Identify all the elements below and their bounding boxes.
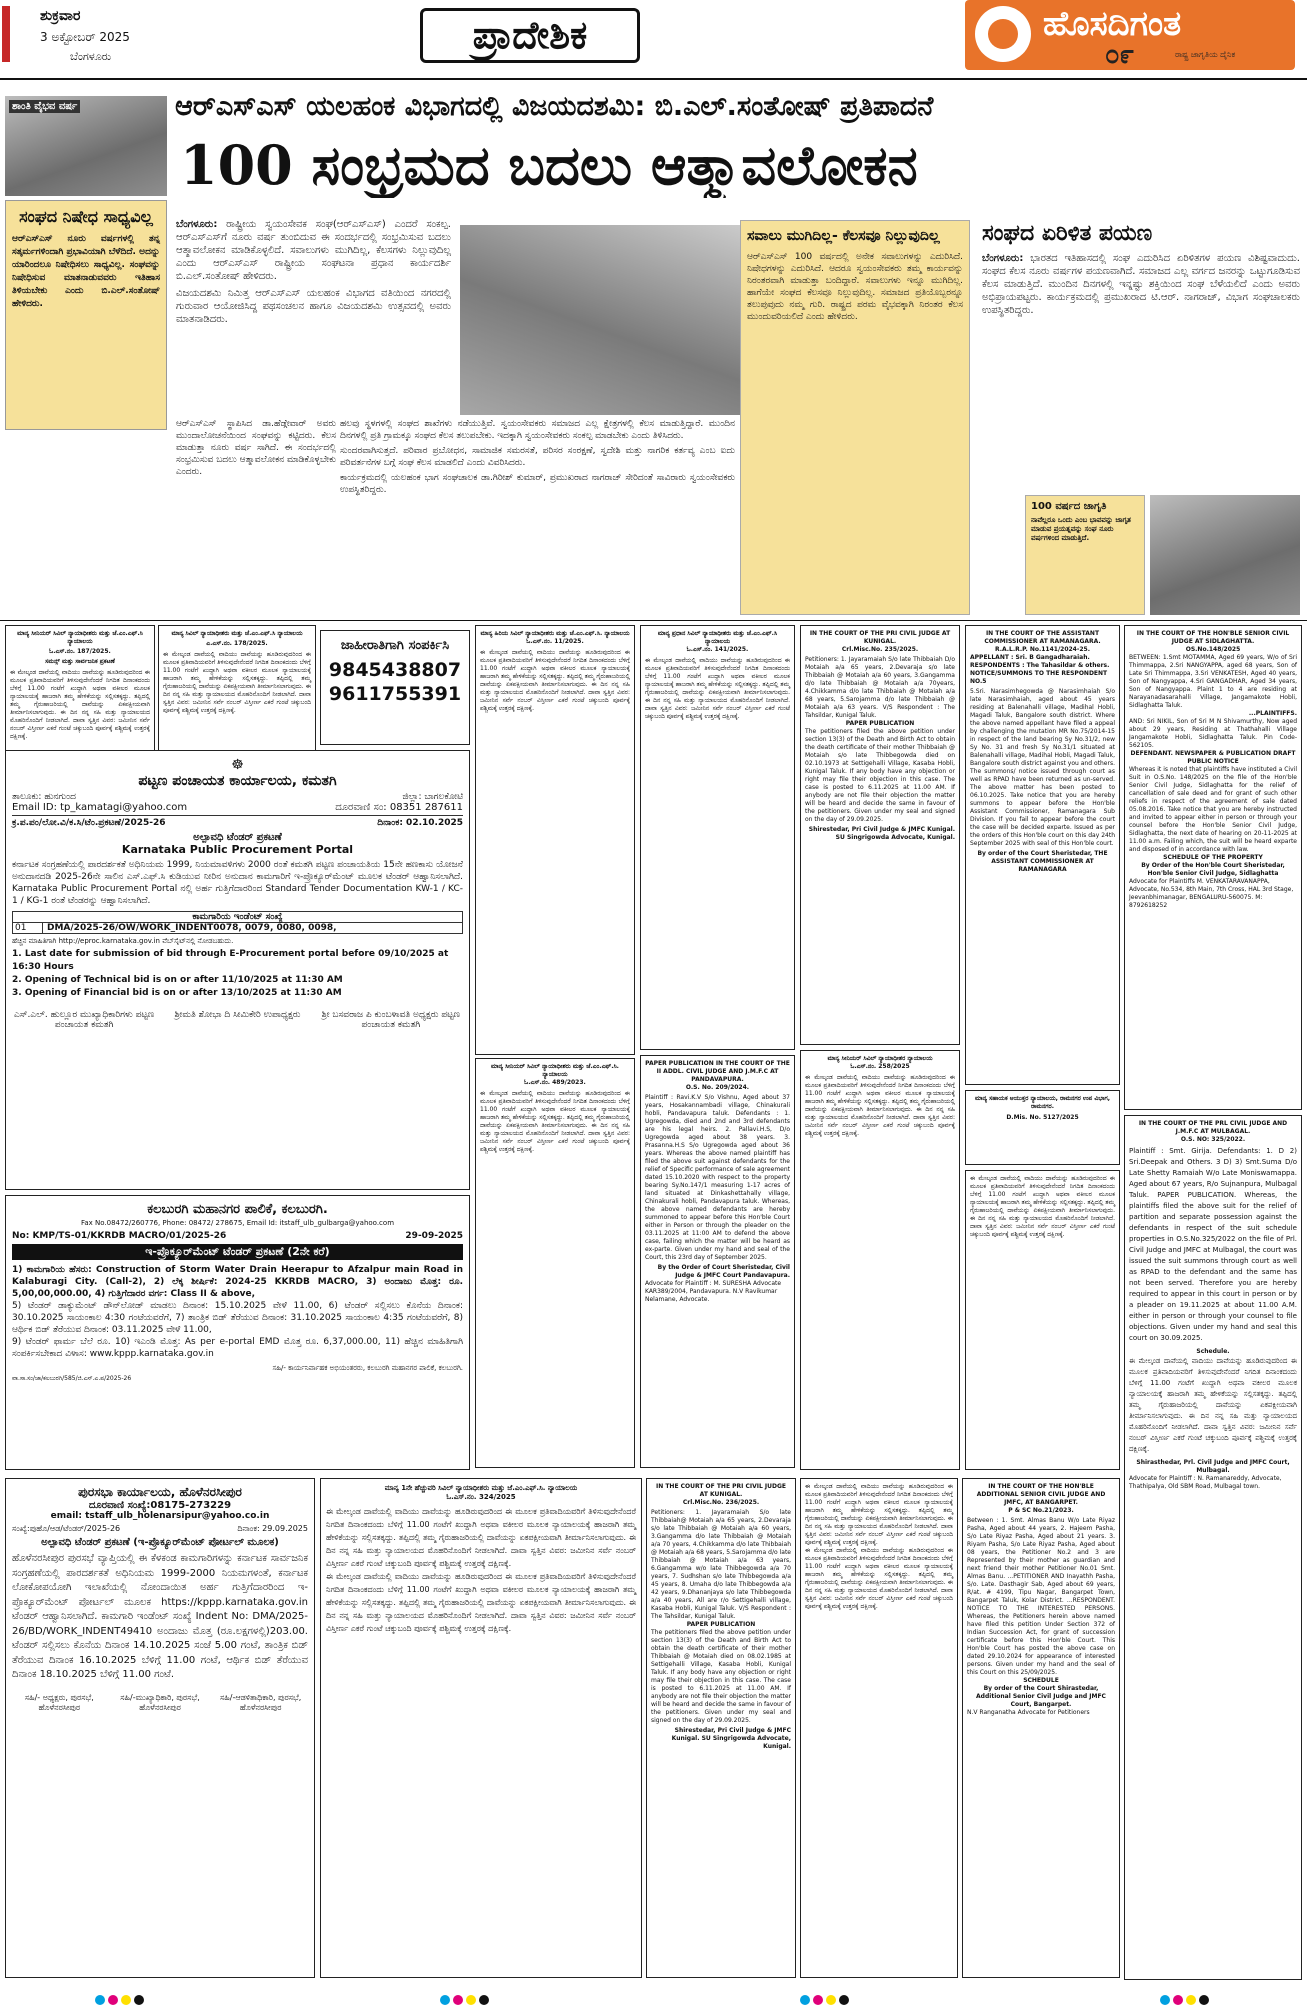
notice-court-h: [965, 1170, 1120, 1470]
box-journey-title: ಸಂಘದ ಏರಿಳಿತ ಪಯಣ: [982, 221, 1153, 246]
kamatagi-ref: ಕ್ರ.ಪ.ಪಂ/ಲೋ.ವಿ/ಕ.ಸಿ/ಟೆಂ.ಪ್ರಕಟಣೆ/2025-26: [12, 818, 166, 828]
ramanagara2-title: ಮಾನ್ಯ ಸಹಾಯಕ ಆಯುಕ್ತರ ನ್ಯಾಯಾಲಯ, ರಾಮನಗರ ಉಪ ವಿಭಾಗ, ರಾಮನಗರ.: [975, 1095, 1110, 1110]
lead-photo-march: [460, 225, 770, 415]
kalaburagi-office: ಕಲಬುರಗಿ ಮಹಾನಗರ ಪಾಲಿಕೆ, ಕಲಬುರಗಿ.: [147, 1202, 328, 1217]
kunigal1-sig: Shirestedar, Pri Civil Judge & JMFC Kunigal. SU Singrigowda Advocate, Kunigal.: [808, 826, 955, 841]
bangarpet-body: Between : 1. Smt. Almas Banu W/o Late Riyaz Pasha, Aged about 44 years, 2. Hajeem Pasha, S/o Late Riyaz Pasha, Aged about 21 years. 3. Riyam Pasha, S/o Late Riyaz Pasha, Aged about 08 years, the Petitioner No.2 and 3 are Represented by their mother as guardian and next friend their mother Petitioner No.01 Smt. Almas Banu. ...PETITIONER AND Inayathh Pasha, S/o. Late. Dasthagir Sab, Aged about 69 years, R/at. # 4199, Tipu Nagar, Bangarpet Town, Bangarpet Taluk, Kolar District. ...RESPONDENT. NOTICE TO THE INTERESTED PERSONS. Whereas, the Petitioners herein above named have filed this petition Under Section 372 of Indian Succession Act, for grant of succession certificate before this Hon'ble Court. This Hon'ble Court has posted the above case on dated 29.10.2024 for appearance of interested persons. Given under my hand and the seal of this Court on this 25/09/2025.: [967, 1517, 1115, 1676]
kamatagi-sig-2: ಶ್ರೀಮತಿ ಶೋಭಾ ದಿ ಸೀಮಿಕೇರಿ ಉಪಾಧ್ಯಕ್ಷರು: [174, 1010, 301, 1020]
sidlaghatta-between: BETWEEN: 1.Smt MOTAMMA, Aged 69 years, W/o of Sri Thimmappa, 2.Sri NANGYAPPA, aged 68 years, Son of Late Sri Thimmappa, 3.Sri VENKATESH, Aged 40 years, Son of Nangyappa, 4.Sri GANGADHAR, Aged 34 years, Son of Nangyappa. Plaint 1 to 4 are residing at Narayanadasarahalli Village, Jangamakote Hobli, Sidlaghatta Taluk.: [1129, 654, 1297, 709]
sidlaghatta-body: Whereas it is noted that plaintiffs have instituted a Civil Suit in O.S.No. 148/2025 on the file of the Hon'ble Senior Civil Judge, Sidlaghatta for the relief of cancellation of sale deed and for grant of such other reliefs in respect of the agreement of sale dated 05.08.2016. Take notice that you are hereby instructed and invited to appear either in person or through your counsel before the Hon'ble Senior Civil Judge, Sidlaghatta, the next date of hearing on 20-11-2025 at 11.00 a.m. Failing which, the suit will be heard exparte and disposed of in accordance with law.: [1129, 766, 1297, 853]
ramanagara-title: IN THE COURT OF THE ASSISTANT COMMISSIONER AT RAMANAGARA.: [984, 630, 1101, 645]
date: 3 ಅಕ್ಟೋಬರ್ 2025: [40, 30, 130, 44]
ramanagara-appellant: APPELLANT : Sri. B Gangadharaiah.: [970, 654, 1090, 661]
notice-f-body-2: ಈ ಮೇಲ್ಕಂಡ ದಾವೆಯಲ್ಲಿ ವಾದಿಯು ದಾವೆಯನ್ನು ಹೂಡಿರುವುದರಿಂದ ಈ ಮೂಲಕ ಪ್ರತಿವಾದಿಯವರಿಗೆ ತಿಳಿಸುವುದೇನೆಂದರೆ ನಿಗದಿತ ದಿನಾಂಕದಂದು ಬೆಳಿಗ್ಗೆ 11.00 ಗಂಟೆಗೆ ಖುದ್ದಾಗಿ ಅಥವಾ ವಕೀಲರ ಮೂಲಕ ನ್ಯಾಯಾಲಯಕ್ಕೆ ಹಾಜರಾಗಿ ತಮ್ಮ ಹೇಳಿಕೆಯನ್ನು ಸಲ್ಲಿಸತಕ್ಕದ್ದು. ತಪ್ಪಿದಲ್ಲಿ ತಮ್ಮ ಗೈರುಹಾಜರಿಯಲ್ಲಿ ದಾವೆಯನ್ನು ಏಕಪಕ್ಷೀಯವಾಗಿ ತೀರ್ಮಾನಿಸಲಾಗುವುದು. ಈ ದಿನ ನನ್ನ ಸಹಿ ಮತ್ತು ನ್ಯಾಯಾಲಯದ ಮೊಹರಿನೊಂದಿಗೆ ನೀಡಲಾಗಿದೆ. ದಾವಾ ಸ್ವತ್ತಿನ ವಿವರ: ಜಮೀನಿನ ಸರ್ವೆ ನಂಬರ್ ವಿಸ್ತೀರ್ಣ ಎಕರೆ ಗುಂಟೆ ಚಕ್ಕುಬಂದಿ ಪೂರ್ವಕ್ಕೆ ಪಶ್ಚಿಮಕ್ಕೆ ಉತ್ತರಕ್ಕೆ ದಕ್ಷಿಣಕ್ಕೆ.: [326, 1572, 636, 1633]
kalaburagi-contact: Fax No.08472/260776, Phone: 08472/ 278675, Email Id: itstaff_ulb_gulbarga@yahoo.com: [80, 1219, 395, 1227]
kamatagi-portal: Karnataka Public Procurement Portal: [121, 843, 354, 856]
sidlaghatta-title: IN THE COURT OF THE HON'BLE SENIOR CIVIL JUDGE AT SIDLAGHATTA.: [1136, 630, 1290, 645]
notice-a-summons: ಸಮನ್ಸ್ ಮತ್ತು ಸಾರ್ವಜನಿಕ ಪ್ರಕಟಣೆ: [45, 658, 115, 665]
sidlaghatta-schedule: SCHEDULE OF THE PROPERTY: [1163, 854, 1263, 861]
notice-ramanagara: [965, 625, 1120, 1085]
dot-magenta: [108, 1995, 118, 2005]
sidebar-ban: [5, 200, 167, 430]
notice-f-court: ಮಾನ್ಯ 1ನೇ ಹೆಚ್ಚುವರಿ ಸಿವಿಲ್ ನ್ಯಾಯಾಧೀಶರು ಮತ್ತು ಜೆ.ಎಂ.ಎಫ್.ಸಿ. ನ್ಯಾಯಾಲಯ: [384, 1484, 578, 1492]
notice-i-body-2: ಈ ಮೇಲ್ಕಂಡ ದಾವೆಯಲ್ಲಿ ವಾದಿಯು ದಾವೆಯನ್ನು ಹೂಡಿರುವುದರಿಂದ ಈ ಮೂಲಕ ಪ್ರತಿವಾದಿಯವರಿಗೆ ತಿಳಿಸುವುದೇನೆಂದರೆ ನಿಗದಿತ ದಿನಾಂಕದಂದು ಬೆಳಿಗ್ಗೆ 11.00 ಗಂಟೆಗೆ ಖುದ್ದಾಗಿ ಅಥವಾ ವಕೀಲರ ಮೂಲಕ ನ್ಯಾಯಾಲಯಕ್ಕೆ ಹಾಜರಾಗಿ ತಮ್ಮ ಹೇಳಿಕೆಯನ್ನು ಸಲ್ಲಿಸತಕ್ಕದ್ದು. ತಪ್ಪಿದಲ್ಲಿ ತಮ್ಮ ಗೈರುಹಾಜರಿಯಲ್ಲಿ ದಾವೆಯನ್ನು ಏಕಪಕ್ಷೀಯವಾಗಿ ತೀರ್ಮಾನಿಸಲಾಗುವುದು. ಈ ದಿನ ನನ್ನ ಸಹಿ ಮತ್ತು ನ್ಯಾಯಾಲಯದ ಮೊಹರಿನೊಂದಿಗೆ ನೀಡಲಾಗಿದೆ. ದಾವಾ ಸ್ವತ್ತಿನ ವಿವರ: ಜಮೀನಿನ ಸರ್ವೆ ನಂಬರ್ ವಿಸ್ತೀರ್ಣ ಎಕರೆ ಗುಂಟೆ ಚಕ್ಕುಬಂದಿ ಪೂರ್ವಕ್ಕೆ ಪಶ್ಚಿಮಕ್ಕೆ ಉತ್ತರಕ್ಕೆ ದಕ್ಷಿಣಕ್ಕೆ.: [805, 1547, 953, 1610]
notice-court-i: [800, 1478, 958, 1978]
ad-phone-1: 9845438807: [328, 659, 462, 681]
notice-i-body-1: ಈ ಮೇಲ್ಕಂಡ ದಾವೆಯಲ್ಲಿ ವಾದಿಯು ದಾವೆಯನ್ನು ಹೂಡಿರುವುದರಿಂದ ಈ ಮೂಲಕ ಪ್ರತಿವಾದಿಯವರಿಗೆ ತಿಳಿಸುವುದೇನೆಂದರೆ ನಿಗದಿತ ದಿನಾಂಕದಂದು ಬೆಳಿಗ್ಗೆ 11.00 ಗಂಟೆಗೆ ಖುದ್ದಾಗಿ ಅಥವಾ ವಕೀಲರ ಮೂಲಕ ನ್ಯಾಯಾಲಯಕ್ಕೆ ಹಾಜರಾಗಿ ತಮ್ಮ ಹೇಳಿಕೆಯನ್ನು ಸಲ್ಲಿಸತಕ್ಕದ್ದು. ತಪ್ಪಿದಲ್ಲಿ ತಮ್ಮ ಗೈರುಹಾಜರಿಯಲ್ಲಿ ದಾವೆಯನ್ನು ಏಕಪಕ್ಷೀಯವಾಗಿ ತೀರ್ಮಾನಿಸಲಾಗುವುದು. ಈ ದಿನ ನನ್ನ ಸಹಿ ಮತ್ತು ನ್ಯಾಯಾಲಯದ ಮೊಹರಿನೊಂದಿಗೆ ನೀಡಲಾಗಿದೆ. ದಾವಾ ಸ್ವತ್ತಿನ ವಿವರ: ಜಮೀನಿನ ಸರ್ವೆ ನಂಬರ್ ವಿಸ್ತೀರ್ಣ ಎಕರೆ ಗುಂಟೆ ಚಕ್ಕುಬಂದಿ ಪೂರ್ವಕ್ಕೆ ಪಶ್ಚಿಮಕ್ಕೆ ಉತ್ತರಕ್ಕೆ ದಕ್ಷಿಣಕ್ಕೆ.: [805, 1483, 953, 1546]
sidlaghatta-case: OS.No.148/2025: [1185, 646, 1241, 653]
pandavapura-adv: Advocate for Plaintiff : M. SURESHA Advocate KAR389/2004, Pandavapura. N.V Ravikumar Nelamane, Advocate.: [645, 1280, 782, 1303]
kamatagi-indent: DMA/2025-26/OW/WORK_INDENT0078, 0079, 0080, 0098,: [47, 923, 337, 933]
notice-pandavapura: [640, 1055, 795, 1468]
ad-contact: [320, 630, 470, 745]
kamatagi-email: Email ID: tp_kamatagi@yahoo.com: [12, 802, 188, 813]
bangarpet-adv: N.V Ranganatha Advocate for Petitioners: [967, 1709, 1090, 1716]
box-awareness-text: ನಾವೆಲ್ಲರೂ ಒಂದು ಎಂಬ ಭಾವವನ್ನು ಜಾಗೃತ ಮಾಡುವ ಪ್ರಯತ್ನವನ್ನು ಸಂಘ ನೂರು ವರ್ಷಗಳಿಂದ ಮಾಡುತ್ತಿದೆ.: [1031, 516, 1131, 542]
holenarsipur-sig-3: ಸಹಿ/-ಆಡಳಿತಾಧಿಕಾರಿ, ಪುರಸಭೆ, ಹೊಳೆನರಸೀಪುರ: [220, 1692, 302, 1712]
box-journey-dateline: ಬೆಂಗಳೂರು:: [982, 253, 1024, 264]
notice-court-e: [475, 1058, 635, 1468]
mulbagal-title: IN THE COURT OF THE PRL CIVIL JUDGE AND J.M.F.C AT MULBAGAL.: [1138, 1120, 1288, 1135]
kamatagi-row-no: 01: [13, 923, 43, 933]
kamatagi-sig-3: ಶ್ರೀ ಬಸವರಾಜ ಪಿ ಕುಂಬಳಾವತಿ ಅಧ್ಯಕ್ಷರು ಪಟ್ಟಣ ಪಂಚಾಯತ ಕಮತಗಿ: [321, 1010, 461, 1030]
mulbagal-case: O.S. NO: 325/2022.: [1180, 1136, 1246, 1143]
notice-ramanagara-2: [965, 1090, 1120, 1165]
lead-inset-photo: [5, 96, 167, 196]
kamatagi-d3: 3. Opening of Financial bid is on or after 13/10/2025 at 11:30 AM: [12, 988, 342, 998]
lead-body-6: ಕಾರ್ಯಕ್ರಮದಲ್ಲಿ ಯಲಹಂಕ ಭಾಗ ಸಂಘಚಾಲಕ ಡಾ.ಗಿರೀಶ್ ಕುಮಾರ್, ಪ್ರಮುಖರಾದ ನಾಗರಾಜ್ ಸೇರಿದಂತೆ ಸಾವಿರಾರು ಸ್ವಯಂಸೇವಕರು ಉಪಸ್ಥಿತರಿದ್ದರು.: [340, 473, 735, 495]
holenarsipur-date: ದಿನಾಂಕ: 29.09.2025: [237, 1524, 308, 1533]
notice-g-court: ಮಾನ್ಯ ಸೀನಿಯರ್ ಸಿವಿಲ್ ನ್ಯಾಯಾಧೀಶರ ನ್ಯಾಯಾಲಯ: [827, 1055, 933, 1062]
holenarsipur-phone: ದೂರವಾಣಿ ಸಂಖ್ಯೆ:08175-273229: [88, 1500, 232, 1511]
registration-dots-2: [440, 1990, 492, 2009]
notice-d-court: ಮಾನ್ಯ ಪ್ರಧಾನ ಸಿವಿಲ್ ನ್ಯಾಯಾಧೀಶರು ಮತ್ತು ಜೆ.ಎಂ.ಎಫ್.ಸಿ ನ್ಯಾಯಾಲಯ: [657, 630, 778, 645]
kalaburagi-dates: 5) ಟೆಂಡರ್ ಡಾಕ್ಯುಮೆಂಟ್ ಡೌನ್‌ಲೋಡ್ ಮಾಡಲು ದಿನಾಂಕ: 15.10.2025 ವೇಳೆ 11.00, 6) ಟೆಂಡರ್ ಸಲ್ಲಿಸಲು ಕೊನೆಯ ದಿನಾಂಕ: 30.10.2025 ಸಾಯಂಕಾಲ 4:30 ಗಂಟೆಯವರೆಗೆ, 7) ತಾಂತ್ರಿಕ ಬಿಡ್ ತೆರೆಯುವ ದಿನಾಂಕ: 31.10.2025 ಸಾಯಂಕಾಲ 4:35 ಗಂಟೆಯವರೆಗೆ, 8) ಆರ್ಥಿಕ ಬಿಡ್ ತೆರೆಯುವ ದಿನಾಂಕ: 03.11.2025 ವೇಳೆ 11.00,: [12, 1301, 463, 1335]
kunigal2-title: IN THE COURT OF THE PRI CIVIL JUDGE AT KUNIGAL.: [655, 1483, 786, 1498]
kamatagi-heading: ಅಲ್ಪಾವಧಿ ಟೆಂಡರ್ ಪ್ರಕಟಣೆ: [193, 832, 282, 843]
kunigal2-case: Crl.Misc.No. 236/2025.: [682, 1499, 760, 1506]
sidebar-ban-title: ಸಂಘದ ನಿಷೇಧ ಸಾಧ್ಯವಿಲ್ಲ: [19, 207, 153, 226]
holenarsipur-office: ಪುರಸಭಾ ಕಾರ್ಯಾಲಯ, ಹೊಳೆನರಸೀಪುರ: [78, 1485, 242, 1499]
kalaburagi-date: 29-09-2025: [405, 1231, 463, 1241]
box-awareness: [1025, 495, 1145, 615]
notice-court-f: [320, 1478, 642, 1978]
notice-c-body: ಈ ಮೇಲ್ಕಂಡ ದಾವೆಯಲ್ಲಿ ವಾದಿಯು ದಾವೆಯನ್ನು ಹೂಡಿರುವುದರಿಂದ ಈ ಮೂಲಕ ಪ್ರತಿವಾದಿಯವರಿಗೆ ತಿಳಿಸುವುದೇನೆಂದರೆ ನಿಗದಿತ ದಿನಾಂಕದಂದು ಬೆಳಿಗ್ಗೆ 11.00 ಗಂಟೆಗೆ ಖುದ್ದಾಗಿ ಅಥವಾ ವಕೀಲರ ಮೂಲಕ ನ್ಯಾಯಾಲಯಕ್ಕೆ ಹಾಜರಾಗಿ ತಮ್ಮ ಹೇಳಿಕೆಯನ್ನು ಸಲ್ಲಿಸತಕ್ಕದ್ದು. ತಪ್ಪಿದಲ್ಲಿ ತಮ್ಮ ಗೈರುಹಾಜರಿಯಲ್ಲಿ ದಾವೆಯನ್ನು ಏಕಪಕ್ಷೀಯವಾಗಿ ತೀರ್ಮಾನಿಸಲಾಗುವುದು. ಈ ದಿನ ನನ್ನ ಸಹಿ ಮತ್ತು ನ್ಯಾಯಾಲಯದ ಮೊಹರಿನೊಂದಿಗೆ ನೀಡಲಾಗಿದೆ. ದಾವಾ ಸ್ವತ್ತಿನ ವಿವರ: ಜಮೀನಿನ ಸರ್ವೆ ನಂಬರ್ ವಿಸ್ತೀರ್ಣ ಎಕರೆ ಗುಂಟೆ ಚಕ್ಕುಬಂದಿ ಪೂರ್ವಕ್ಕೆ ಪಶ್ಚಿಮಕ್ಕೆ ಉತ್ತರಕ್ಕೆ ದಕ್ಷಿಣಕ್ಕೆ.: [480, 649, 630, 712]
page-number: ೦೯: [1105, 40, 1135, 70]
notice-f-body-1: ಈ ಮೇಲ್ಕಂಡ ದಾವೆಯಲ್ಲಿ ವಾದಿಯು ದಾವೆಯನ್ನು ಹೂಡಿರುವುದರಿಂದ ಈ ಮೂಲಕ ಪ್ರತಿವಾದಿಯವರಿಗೆ ತಿಳಿಸುವುದೇನೆಂದರೆ ನಿಗದಿತ ದಿನಾಂಕದಂದು ಬೆಳಿಗ್ಗೆ 11.00 ಗಂಟೆಗೆ ಖುದ್ದಾಗಿ ಅಥವಾ ವಕೀಲರ ಮೂಲಕ ನ್ಯಾಯಾಲಯಕ್ಕೆ ಹಾಜರಾಗಿ ತಮ್ಮ ಹೇಳಿಕೆಯನ್ನು ಸಲ್ಲಿಸತಕ್ಕದ್ದು. ತಪ್ಪಿದಲ್ಲಿ ತಮ್ಮ ಗೈರುಹಾಜರಿಯಲ್ಲಿ ದಾವೆಯನ್ನು ಏಕಪಕ್ಷೀಯವಾಗಿ ತೀರ್ಮಾನಿಸಲಾಗುವುದು. ಈ ದಿನ ನನ್ನ ಸಹಿ ಮತ್ತು ನ್ಯಾಯಾಲಯದ ಮೊಹರಿನೊಂದಿಗೆ ನೀಡಲಾಗಿದೆ. ದಾವಾ ಸ್ವತ್ತಿನ ವಿವರ: ಜಮೀನಿನ ಸರ್ವೆ ನಂಬರ್ ವಿಸ್ತೀರ್ಣ ಎಕರೆ ಗುಂಟೆ ಚಕ್ಕುಬಂದಿ ಪೂರ್ವಕ್ಕೆ ಪಶ್ಚಿಮಕ್ಕೆ ಉತ್ತರಕ್ಕೆ ದಕ್ಷಿಣಕ್ಕೆ.: [326, 1507, 636, 1568]
lead-col-1: [176, 218, 451, 418]
lead-body-3: ಆರ್‌ಎಸ್‌ಎಸ್ ಸ್ಥಾಪಿಸಿದ ಡಾ.ಹೆಡ್ಗೇವಾರ್ ಅವರು ಮುಂದಾಲೋಚನೆಯಿಂದ ಸಂಘವನ್ನು ಕಟ್ಟಿದರು. ಕೆಲಸ ಮಾಡುತ್ತಾ ನೂರು ವರ್ಷ ಸಾಗಿದೆ. ಈ ಸಂದರ್ಭದಲ್ಲಿ ಸಂಭ್ರಮಿಸುವ ಬದಲು ಆತ್ಮಾವಲೋಕನ ಮಾಡಿಕೊಳ್ಳಬೇಕು ಎಂದರು.: [176, 419, 337, 477]
paper-logo: [965, 0, 1295, 70]
paper-tagline: ರಾಷ್ಟ್ರ ಜಾಗೃತಿಯ ದೈನಿಕ: [1175, 50, 1236, 59]
paper-name: ಹೊಸದಿಗಂತ: [1043, 4, 1182, 44]
speaker-photo: [1150, 495, 1300, 615]
kunigal1-body: Petitioners: 1. Jayaramaiah S/o late Thibbaiah D/o Motaiah a/a 65 years, 2.Devaraja s/o late Thibbaiah @ Motaiah a/a 60 years, 3.Gangamma d/o late Thibbaiah @ Motaiah a/a 70years, 4.Chikkamma d/o late Thibbaiah @ Motaiah a/a 68 years, 5.Sarojamma d/o late Thibbaiah @ Motaiah a/a 63 years. V/S Respondent : The Tahsildar, Kunigal Taluk.: [805, 656, 955, 719]
registration-dots-4: [1160, 1990, 1212, 2009]
pandavapura-title: PAPER PUBLICATION IN THE COURT OF THE II ADDL. CIVIL JUDGE AND J.M.F.C AT PANDAVAPURA.: [645, 1060, 790, 1083]
holenarsipur-sig-2: ಸಹಿ/-ಮುಖ್ಯಾಧಿಕಾರಿ, ಪುರಸಭೆ, ಹೊಳೆನರಸೀಪುರ: [120, 1692, 200, 1712]
bangarpet-case: P & SC No.21/2023.: [1008, 1507, 1074, 1514]
lead-dateline: ಬೆಂಗಳೂರು:: [176, 219, 218, 230]
bangarpet-schedule: SCHEDULE: [1023, 1677, 1059, 1684]
kalaburagi-ref: No: KMP/TS-01/KKRDB MACRO/01/2025-26: [12, 1231, 227, 1241]
notice-e-body: ಈ ಮೇಲ್ಕಂಡ ದಾವೆಯಲ್ಲಿ ವಾದಿಯು ದಾವೆಯನ್ನು ಹೂಡಿರುವುದರಿಂದ ಈ ಮೂಲಕ ಪ್ರತಿವಾದಿಯವರಿಗೆ ತಿಳಿಸುವುದೇನೆಂದರೆ ನಿಗದಿತ ದಿನಾಂಕದಂದು ಬೆಳಿಗ್ಗೆ 11.00 ಗಂಟೆಗೆ ಖುದ್ದಾಗಿ ಅಥವಾ ವಕೀಲರ ಮೂಲಕ ನ್ಯಾಯಾಲಯಕ್ಕೆ ಹಾಜರಾಗಿ ತಮ್ಮ ಹೇಳಿಕೆಯನ್ನು ಸಲ್ಲಿಸತಕ್ಕದ್ದು. ತಪ್ಪಿದಲ್ಲಿ ತಮ್ಮ ಗೈರುಹಾಜರಿಯಲ್ಲಿ ದಾವೆಯನ್ನು ಏಕಪಕ್ಷೀಯವಾಗಿ ತೀರ್ಮಾನಿಸಲಾಗುವುದು. ಈ ದಿನ ನನ್ನ ಸಹಿ ಮತ್ತು ನ್ಯಾಯಾಲಯದ ಮೊಹರಿನೊಂದಿಗೆ ನೀಡಲಾಗಿದೆ. ದಾವಾ ಸ್ವತ್ತಿನ ವಿವರ: ಜಮೀನಿನ ಸರ್ವೆ ನಂಬರ್ ವಿಸ್ತೀರ್ಣ ಎಕರೆ ಗುಂಟೆ ಚಕ್ಕುಬಂದಿ ಪೂರ್ವಕ್ಕೆ ಪಶ್ಚಿಮಕ್ಕೆ ಉತ್ತರಕ್ಕೆ ದಕ್ಷಿಣಕ್ಕೆ.: [480, 1090, 630, 1153]
notice-bangarpet: [962, 1478, 1120, 1978]
kunigal2-sig: Shirestedar, Pri Civil Judge & JMFC Kunigal. SU Singrigowda Advocate, Kunigal.: [671, 1727, 791, 1750]
holenarsipur-heading: ಅಲ್ಪಾವಧಿ ಟೆಂಡರ್ ಪ್ರಕಟಣೆ (ಇ-ಪ್ರೊಕ್ಯೂರ್‌ಮೆಂಟ್ ಪೋರ್ಟಲ್ ಮೂಲಕ): [41, 1537, 279, 1548]
lead-body-1: ರಾಷ್ಟ್ರೀಯ ಸ್ವಯಂಸೇವಕ ಸಂಘ(ಆರ್‌ಎಸ್‌ಎಸ್) ಎಂದರೆ ಸಂಕಲ್ಪ. ಆರ್‌ಎಸ್‌ಎಸ್‌ಗೆ ನೂರು ವರ್ಷ ತುಂಬಿದುವ ಈ ಸಂದರ್ಭದಲ್ಲಿ ಸಂಭ್ರಮಿಸುವ ಬದಲು ಆತ್ಮಾವಲೋಕನ ಮಾಡಿಕೊಳ್ಳಲಿದೆ. ಸವಾಲುಗಳು ಮುಗಿದಿಲ್ಲ, ಕೆಲಸಗಳು ನಿಲ್ಲುವುದಿಲ್ಲ ಎಂದು ಆರ್‌ಎಸ್‌ಎಸ್ ರಾಷ್ಟ್ರೀಯ ಸಂಘಟನಾ ಪ್ರಧಾನ ಕಾರ್ಯದರ್ಶಿ ಬಿ.ಎಲ್.ಸಂತೋಷ್ ಹೇಳಿದರು.: [176, 219, 451, 282]
kamatagi-district: ಜಿಲ್ಲಾ: ಬಾಗಲಕೋಟಿ: [402, 792, 463, 802]
tender-kamatagi: [5, 750, 470, 1190]
city: ಬೆಂಗಳೂರು: [70, 50, 112, 63]
notice-f-case: ಓ.ಎಸ್.ನಂ. 324/2025: [446, 1493, 516, 1501]
lead-col-3: [176, 418, 336, 613]
notice-sidlaghatta: [1124, 625, 1302, 1110]
ramanagara-sig: By order of the Court Sheristedar, THE ASSISTANT COMMISSIONER AT RAMANAGARA: [977, 850, 1108, 873]
notice-d-body: ಈ ಮೇಲ್ಕಂಡ ದಾವೆಯಲ್ಲಿ ವಾದಿಯು ದಾವೆಯನ್ನು ಹೂಡಿರುವುದರಿಂದ ಈ ಮೂಲಕ ಪ್ರತಿವಾದಿಯವರಿಗೆ ತಿಳಿಸುವುದೇನೆಂದರೆ ನಿಗದಿತ ದಿನಾಂಕದಂದು ಬೆಳಿಗ್ಗೆ 11.00 ಗಂಟೆಗೆ ಖುದ್ದಾಗಿ ಅಥವಾ ವಕೀಲರ ಮೂಲಕ ನ್ಯಾಯಾಲಯಕ್ಕೆ ಹಾಜರಾಗಿ ತಮ್ಮ ಹೇಳಿಕೆಯನ್ನು ಸಲ್ಲಿಸತಕ್ಕದ್ದು. ತಪ್ಪಿದಲ್ಲಿ ತಮ್ಮ ಗೈರುಹಾಜರಿಯಲ್ಲಿ ದಾವೆಯನ್ನು ಏಕಪಕ್ಷೀಯವಾಗಿ ತೀರ್ಮಾನಿಸಲಾಗುವುದು. ಈ ದಿನ ನನ್ನ ಸಹಿ ಮತ್ತು ನ್ಯಾಯಾಲಯದ ಮೊಹರಿನೊಂದಿಗೆ ನೀಡಲಾಗಿದೆ. ದಾವಾ ಸ್ವತ್ತಿನ ವಿವರ: ಜಮೀನಿನ ಸರ್ವೆ ನಂಬರ್ ವಿಸ್ತೀರ್ಣ ಎಕರೆ ಗುಂಟೆ ಚಕ್ಕುಬಂದಿ ಪೂರ್ವಕ್ಕೆ ಪಶ್ಚಿಮಕ್ಕೆ ಉತ್ತರಕ್ಕೆ ದಕ್ಷಿಣಕ್ಕೆ.: [645, 657, 790, 720]
photo-caption: ಶಾಂತಿ ವೈಭವ ವರ್ಷ: [9, 100, 80, 113]
lead-headline: 100 ಸಂಭ್ರಮದ ಬದಲು ಆತ್ಮಾವಲೋಕನ: [180, 133, 918, 197]
notice-kunigal-2: [646, 1478, 796, 1978]
holenarsipur-ref: ಸಂಖ್ಯೆ:ಪುಹೊ/ಆಡ/ಟೆಂಡರ್/2025-26: [12, 1524, 121, 1533]
dot-black: [134, 1995, 144, 2005]
kamatagi-office: ಪಟ್ಟಣ ಪಂಚಾಯತ ಕಾರ್ಯಾಲಯ, ಕಮತಗಿ: [138, 773, 337, 789]
mulbagal-schedule-body: ಈ ಮೇಲ್ಕಂಡ ದಾವೆಯಲ್ಲಿ ವಾದಿಯು ದಾವೆಯನ್ನು ಹೂಡಿರುವುದರಿಂದ ಈ ಮೂಲಕ ಪ್ರತಿವಾದಿಯವರಿಗೆ ತಿಳಿಸುವುದೇನೆಂದರೆ ನಿಗದಿತ ದಿನಾಂಕದಂದು ಬೆಳಿಗ್ಗೆ 11.00 ಗಂಟೆಗೆ ಖುದ್ದಾಗಿ ಅಥವಾ ವಕೀಲರ ಮೂಲಕ ನ್ಯಾಯಾಲಯಕ್ಕೆ ಹಾಜರಾಗಿ ತಮ್ಮ ಹೇಳಿಕೆಯನ್ನು ಸಲ್ಲಿಸತಕ್ಕದ್ದು. ತಪ್ಪಿದಲ್ಲಿ ತಮ್ಮ ಗೈರುಹಾಜರಿಯಲ್ಲಿ ದಾವೆಯನ್ನು ಏಕಪಕ್ಷೀಯವಾಗಿ ತೀರ್ಮಾನಿಸಲಾಗುವುದು. ಈ ದಿನ ನನ್ನ ಸಹಿ ಮತ್ತು ನ್ಯಾಯಾಲಯದ ಮೊಹರಿನೊಂದಿಗೆ ನೀಡಲಾಗಿದೆ. ದಾವಾ ಸ್ವತ್ತಿನ ವಿವರ: ಜಮೀನಿನ ಸರ್ವೆ ನಂಬರ್ ವಿಸ್ತೀರ್ಣ ಎಕರೆ ಗುಂಟೆ ಚಕ್ಕುಬಂದಿ ಪೂರ್ವಕ್ಕೆ ಪಶ್ಚಿಮಕ್ಕೆ ಉತ್ತರಕ್ಕೆ ದಕ್ಷಿಣಕ್ಕೆ.: [1129, 1357, 1297, 1453]
kalaburagi-work: 1) ಕಾಮಗಾರಿಯ ಹೆಸರು: Construction of Storm Water Drain Heerapur to Afzalpur main Road in Kalaburagi City. (Call-2), 2) ಲೆಕ್ಕ ಶೀರ್ಷಿಕೆ: 2024-25 KKRDB MACRO, 3) ಅಂದಾಜು ಮೊತ್ತ: ರೂ. 5,00,00,000.00, 4) ಗುತ್ತಿಗೆದಾರರ ವರ್ಗ: Class II & above,: [12, 1265, 463, 1299]
tender-holenarsipur: [5, 1478, 315, 1978]
kamatagi-date: ದಿನಾಂಕ: 02.10.2025: [377, 818, 463, 828]
box-journey-text: ಭಾರತದ ಇತಿಹಾಸದಲ್ಲಿ ಸಂಘ ಎದುರಿಸಿದ ಏರಿಳಿತಗಳ ಪಯಣ ವಿಶಿಷ್ಟವಾದುದು. ಸಂಘದ ಕೆಲಸ ನೂರು ವರ್ಷಗಳ ಪಯಣವಾಗಿದೆ. ಸಮಾಜದ ಎಲ್ಲ ವರ್ಗದ ಜನರನ್ನು ಒಟ್ಟುಗೂಡಿಸುವ ಕೆಲಸ ಮಾಡುತ್ತಿದೆ. ಮುಂದಿನ ದಿನಗಳಲ್ಲಿ ಇನ್ನಷ್ಟು ಶಕ್ತಿಯಿಂದ ಸಂಘ ಬೆಳೆಯಲಿದೆ ಎಂದು ಅವರು ಅಭಿಪ್ರಾಯಪಟ್ಟರು. ಕಾರ್ಯಕ್ರಮದಲ್ಲಿ ಪ್ರಮುಖರಾದ ಟಿ.ಆರ್. ನಾಗರಾಜ್, ವಿಭಾಗ ಸಂಘಚಾಲಕರು ಉಪಸ್ಥಿತರಿದ್ದರು.: [982, 253, 1300, 316]
ramanagara2-case: D.Mis. No. 5127/2025: [1006, 1114, 1079, 1121]
kamatagi-d1: 1. Last date for submission of bid through E-Procurement portal before 09/10/2025 at 16:30 Hours: [12, 949, 449, 972]
section-title: ಪ್ರಾದೇಶಿಕ: [420, 8, 640, 63]
bangarpet-sig: By order of the Court Shirastedar, Additional Senior Civil Judge and JMFC Court, Bangarpet.: [976, 1685, 1106, 1708]
kunigal1-title: IN THE COURT OF THE PRI CIVIL JUDGE AT KUNIGAL.: [809, 630, 951, 645]
notice-b-court: ಮಾನ್ಯ ಸಿವಿಲ್ ನ್ಯಾಯಾಧೀಶರು ಮತ್ತು ಜೆ.ಎಂ.ಎಫ್.ಸಿ ನ್ಯಾಯಾಲಯ: [171, 630, 303, 637]
mulbagal-schedule: Schedule.: [1196, 1348, 1230, 1355]
box-journey: [982, 220, 1300, 490]
ad-contact-title: ಜಾಹೀರಾತಿಗಾಗಿ ಸಂಪರ್ಕಿಸಿ: [340, 638, 450, 653]
notice-d-case: ಓ.ಎಸ್.ನಂ. 141/2025.: [686, 646, 749, 653]
notice-c-court: ಮಾನ್ಯ ಹಿರಿಯ ಸಿವಿಲ್ ನ್ಯಾಯಾಧೀಶರು ಮತ್ತು ಜೆ.ಎಂ.ಎಫ್.ಸಿ. ನ್ಯಾಯಾಲಯ: [480, 630, 630, 637]
lead-kicker: ಆರ್‌ಎಸ್‌ಎಸ್ ಯಲಹಂಕ ವಿಭಾಗದಲ್ಲಿ ವಿಜಯದಶಮಿ: ಬಿ.ಎಲ್.ಸಂತೋಷ್ ಪ್ರತಿಪಾದನೆ: [175, 91, 934, 122]
notice-b-body: ಈ ಮೇಲ್ಕಂಡ ದಾವೆಯಲ್ಲಿ ವಾದಿಯು ದಾವೆಯನ್ನು ಹೂಡಿರುವುದರಿಂದ ಈ ಮೂಲಕ ಪ್ರತಿವಾದಿಯವರಿಗೆ ತಿಳಿಸುವುದೇನೆಂದರೆ ನಿಗದಿತ ದಿನಾಂಕದಂದು ಬೆಳಿಗ್ಗೆ 11.00 ಗಂಟೆಗೆ ಖುದ್ದಾಗಿ ಅಥವಾ ವಕೀಲರ ಮೂಲಕ ನ್ಯಾಯಾಲಯಕ್ಕೆ ಹಾಜರಾಗಿ ತಮ್ಮ ಹೇಳಿಕೆಯನ್ನು ಸಲ್ಲಿಸತಕ್ಕದ್ದು. ತಪ್ಪಿದಲ್ಲಿ ತಮ್ಮ ಗೈರುಹಾಜರಿಯಲ್ಲಿ ದಾವೆಯನ್ನು ಏಕಪಕ್ಷೀಯವಾಗಿ ತೀರ್ಮಾನಿಸಲಾಗುವುದು. ಈ ದಿನ ನನ್ನ ಸಹಿ ಮತ್ತು ನ್ಯಾಯಾಲಯದ ಮೊಹರಿನೊಂದಿಗೆ ನೀಡಲಾಗಿದೆ. ದಾವಾ ಸ್ವತ್ತಿನ ವಿವರ: ಜಮೀನಿನ ಸರ್ವೆ ನಂಬರ್ ವಿಸ್ತೀರ್ಣ ಎಕರೆ ಗುಂಟೆ ಚಕ್ಕುಬಂದಿ ಪೂರ್ವಕ್ಕೆ ಪಶ್ಚಿಮಕ್ಕೆ ಉತ್ತರಕ್ಕೆ ದಕ್ಷಿಣಕ್ಕೆ.: [163, 651, 311, 714]
ramanagara-case: R.A.L.R.P. No.1141/2024-25.: [995, 646, 1090, 653]
emblem-icon: ☸: [231, 757, 244, 773]
notice-court-d: [640, 625, 795, 1050]
pandavapura-body: Plaintiff : Ravi.K.V S/o Vishnu, Aged about 37 years, Hosakannambadi village, Chinakurali hobli, Pandavapura taluk. Defendants : 1. Ugregowda, died and 2nd and 3rd defendants are his legal heirs. 2. Pallavi.H.S, D/o Ugregowda aged about 38 years. 3. Prasanna.H.S S/o Ugregowda aged about 36 years. Whereas the above named plaintiff has filed the above suit against defendants for the relief of Specific performance of sale agreement dated 15.10.2020 with respect to the property bearing Sy.No.147/1 measuring 1-17 acres of land situated at Dinkashettahally village, Chinakurali hobli, Pandavapura taluk. Whereas, the above named defendants are hereby summoned to appear before this Hon'ble Court either in Person or through the pleader on the 03.11.2025 at 11:00 AM to defend the above case, failing which the matter will be heard as ex-parte. Given under my hand and seal of the Court, this 23rd day of September 2025.: [645, 1094, 791, 1261]
kalaburagi-footer: ವಾ.ಸಾ.ಸಂ/ಜಾ/ಕಲಬುರಗಿ/585/ಜಿ.ಎಸ್.ಎ.ಪ/2025-26: [12, 1375, 132, 1382]
lead-col-4: [340, 418, 735, 613]
lead-body-2: ವಿಜಯದಶಮಿ ನಿಮಿತ್ತ ಆರ್‌ಎಸ್‌ಎಸ್ ಯಲಹಂಕ ವಿಭಾಗದ ವತಿಯಿಂದ ನಗರದಲ್ಲಿ ಗುರುವಾರ ಆಯೋಜಿಸಿದ್ದ ಪಥಸಂಚಲನ ಹಾಗೂ ವಿಜಯದಶಮಿ ಉತ್ಸವದಲ್ಲಿ ಅವರು ಮಾತನಾಡಿದರು.: [176, 288, 451, 325]
notice-mulbagal: [1124, 1115, 1302, 1980]
kamatagi-body: ಕರ್ನಾಟಕ ಸಂಗ್ರಹಣೆಯಲ್ಲಿ ಪಾರದರ್ಶಕತೆ ಅಧಿನಿಯಮ 1999, ನಿಯಮಾವಳಿಗಳು 2000 ರಂತೆ ಕಮತಗಿ ಪಟ್ಟಣ ಪಂಚಾಯತಿಯ 15ನೇ ಹಣಕಾಸು ಯೋಜನೆ ಅನುದಾನದಡಿ 2025-26ನೇ ಸಾಲಿನ ಎಸ್.ಎಫ್.ಸಿ ಕುಡಿಯುವ ನೀರಿನ ಅನುದಾನ ಕಾಮಗಾರಿಗೆ ಇ-ಪ್ರೊಕ್ಯೂರ್‌ಮೆಂಟ್ ಮೂಲಕ ಟೆಂಡರ್ ಆಹ್ವಾನಿಸಲಾಗಿದೆ. Karnataka Public Procurement Portal ನಲ್ಲಿ ಅರ್ಹ ಗುತ್ತಿಗೆದಾರರಿಂದ Standard Tender Documentation KW-1 / KC-1 / KG-1 ರಂತೆ ಟೆಂಡರನ್ನು ಆಹ್ವಾನಿಸಲಾಗಿದೆ.: [12, 860, 463, 906]
lead-body-4: ಹಲವು ಸ್ಥಳಗಳಲ್ಲಿ ಸಂಘದ ಶಾಖೆಗಳು ನಡೆಯುತ್ತಿವೆ. ಸ್ವಯಂಸೇವಕರು ಸಮಾಜದ ಎಲ್ಲ ಕ್ಷೇತ್ರಗಳಲ್ಲಿ ಕೆಲಸ ಮಾಡುತ್ತಿದ್ದಾರೆ. ಮುಂದಿನ ದಿನಗಳಲ್ಲಿ ಪ್ರತಿ ಗ್ರಾಮಕ್ಕೂ ಸಂಘದ ಕೆಲಸ ತಲುಪಬೇಕು. ಇದಕ್ಕಾಗಿ ಸ್ವಯಂಸೇವಕರು ಸಂಕಲ್ಪ ಮಾಡಬೇಕು ಎಂದು ತಿಳಿಸಿದರು.: [340, 419, 735, 441]
notice-a-case: ಓ.ಎಸ್.ನಂ. 187/2025.: [49, 648, 111, 655]
sidlaghatta-and: AND: Sri NIKIL, Son of Sri M N Shivamurthy, Now aged about 29 years, Residing at Thathahalli Village Jangamakote Hobli, Sidlaghatta Taluk. Pin Code-562105.: [1129, 718, 1297, 749]
dot-cyan: [95, 1995, 105, 2005]
notice-h-body: ಈ ಮೇಲ್ಕಂಡ ದಾವೆಯಲ್ಲಿ ವಾದಿಯು ದಾವೆಯನ್ನು ಹೂಡಿರುವುದರಿಂದ ಈ ಮೂಲಕ ಪ್ರತಿವಾದಿಯವರಿಗೆ ತಿಳಿಸುವುದೇನೆಂದರೆ ನಿಗದಿತ ದಿನಾಂಕದಂದು ಬೆಳಿಗ್ಗೆ 11.00 ಗಂಟೆಗೆ ಖುದ್ದಾಗಿ ಅಥವಾ ವಕೀಲರ ಮೂಲಕ ನ್ಯಾಯಾಲಯಕ್ಕೆ ಹಾಜರಾಗಿ ತಮ್ಮ ಹೇಳಿಕೆಯನ್ನು ಸಲ್ಲಿಸತಕ್ಕದ್ದು. ತಪ್ಪಿದಲ್ಲಿ ತಮ್ಮ ಗೈರುಹಾಜರಿಯಲ್ಲಿ ದಾವೆಯನ್ನು ಏಕಪಕ್ಷೀಯವಾಗಿ ತೀರ್ಮಾನಿಸಲಾಗುವುದು. ಈ ದಿನ ನನ್ನ ಸಹಿ ಮತ್ತು ನ್ಯಾಯಾಲಯದ ಮೊಹರಿನೊಂದಿಗೆ ನೀಡಲಾಗಿದೆ. ದಾವಾ ಸ್ವತ್ತಿನ ವಿವರ: ಜಮೀನಿನ ಸರ್ವೆ ನಂಬರ್ ವಿಸ್ತೀರ್ಣ ಎಕರೆ ಗುಂಟೆ ಚಕ್ಕುಬಂದಿ ಪೂರ್ವಕ್ಕೆ ಪಶ್ಚಿಮಕ್ಕೆ ಉತ್ತರಕ್ಕೆ ದಕ್ಷಿಣಕ್ಕೆ.: [970, 1175, 1115, 1238]
box-challenges-text: ಆರ್‌ಎಸ್‌ಎಸ್‌ 100 ವರ್ಷದಲ್ಲಿ ಅನೇಕ ಸವಾಲುಗಳನ್ನು ಎದುರಿಸಿದೆ. ನಿಷೇಧಗಳನ್ನು ಎದುರಿಸಿದೆ. ಆದರೂ ಸ್ವಯಂಸೇವಕರು ತಮ್ಮ ಕಾರ್ಯವನ್ನು ನಿರಂತರವಾಗಿ ಮಾಡುತ್ತಾ ಬಂದಿದ್ದಾರೆ. ಸವಾಲುಗಳು ಇನ್ನೂ ಮುಗಿದಿಲ್ಲ. ಹಾಗೆಯೇ ಸಂಘದ ಕೆಲಸವೂ ನಿಲ್ಲುವುದಿಲ್ಲ. ಸಮಾಜದ ಪ್ರತಿಯೊಬ್ಬರನ್ನೂ ತಲುಪುವುದು ನಮ್ಮ ಗುರಿ. ರಾಷ್ಟ್ರದ ಪರಮ ವೈಭವಕ್ಕಾಗಿ ನಿರಂತರ ಕೆಲಸ ಮುಂದುವರಿಯಲಿದೆ ಎಂದು ಹೇಳಿದರು.: [747, 252, 963, 322]
sidlaghatta-pub: DEFENDANT. NEWSPAPER & PUBLICATION DRAFT PUBLIC NOTICE: [1130, 750, 1296, 765]
kunigal2-pub: PAPER PUBLICATION: [686, 1621, 756, 1628]
kamatagi-d2: 2. Opening of Technical bid is on or after 11/10/2025 at 11:30 AM: [12, 975, 343, 985]
box-challenges-title: ಸವಾಲು ಮುಗಿದಿಲ್ಲ- ಕೆಲಸವೂ ನಿಲ್ಲುವುದಿಲ್ಲ: [747, 228, 940, 244]
lead-body-5: ಸುಂದರವಾಗಿಸುತ್ತದೆ. ಪರಿವಾರ ಪ್ರಬೋಧನ, ಸಾಮಾಜಿಕ ಸಮರಸತೆ, ಪರಿಸರ ಸಂರಕ್ಷಣೆ, ಸ್ವದೇಶಿ ಮತ್ತು ನಾಗರಿಕ ಕರ್ತವ್ಯ ಎಂಬ ಐದು ಪರಿವರ್ತನೆಗಳ ಬಗ್ಗೆ ಸಂಘ ಕೆಲಸ ಮಾಡಲಿದೆ ಎಂದು ವಿವರಿಸಿದರು.: [340, 446, 735, 468]
notice-g-body: ಈ ಮೇಲ್ಕಂಡ ದಾವೆಯಲ್ಲಿ ವಾದಿಯು ದಾವೆಯನ್ನು ಹೂಡಿರುವುದರಿಂದ ಈ ಮೂಲಕ ಪ್ರತಿವಾದಿಯವರಿಗೆ ತಿಳಿಸುವುದೇನೆಂದರೆ ನಿಗದಿತ ದಿನಾಂಕದಂದು ಬೆಳಿಗ್ಗೆ 11.00 ಗಂಟೆಗೆ ಖುದ್ದಾಗಿ ಅಥವಾ ವಕೀಲರ ಮೂಲಕ ನ್ಯಾಯಾಲಯಕ್ಕೆ ಹಾಜರಾಗಿ ತಮ್ಮ ಹೇಳಿಕೆಯನ್ನು ಸಲ್ಲಿಸತಕ್ಕದ್ದು. ತಪ್ಪಿದಲ್ಲಿ ತಮ್ಮ ಗೈರುಹಾಜರಿಯಲ್ಲಿ ದಾವೆಯನ್ನು ಏಕಪಕ್ಷೀಯವಾಗಿ ತೀರ್ಮಾನಿಸಲಾಗುವುದು. ಈ ದಿನ ನನ್ನ ಸಹಿ ಮತ್ತು ನ್ಯಾಯಾಲಯದ ಮೊಹರಿನೊಂದಿಗೆ ನೀಡಲಾಗಿದೆ. ದಾವಾ ಸ್ವತ್ತಿನ ವಿವರ: ಜಮೀನಿನ ಸರ್ವೆ ನಂಬರ್ ವಿಸ್ತೀರ್ಣ ಎಕರೆ ಗುಂಟೆ ಚಕ್ಕುಬಂದಿ ಪೂರ್ವಕ್ಕೆ ಪಶ್ಚಿಮಕ್ಕೆ ಉತ್ತರಕ್ಕೆ ದಕ್ಷಿಣಕ್ಕೆ.: [805, 1074, 955, 1137]
notice-a-court: ಮಾನ್ಯ ಸೀನಿಯರ್ ಸಿವಿಲ್ ನ್ಯಾಯಾಧೀಶರು ಮತ್ತು ಜೆ.ಎಂ.ಎಫ್.ಸಿ ನ್ಯಾಯಾಲಯ: [17, 630, 143, 645]
kalaburagi-heading: ಇ-ಪ್ರೊಕ್ಯೂರ್‌ಮೆಂಟ್ ಟೆಂಡರ್ ಪ್ರಕಟಣೆ (2ನೇ ಕರೆ): [12, 1244, 463, 1260]
holenarsipur-body: ಹೊಳೆನರಸೀಪುರ ಪುರಸಭೆ ವ್ಯಾಪ್ತಿಯಲ್ಲಿ ಈ ಕೆಳಕಂಡ ಕಾಮಗಾರಿಗಳನ್ನು ಕರ್ನಾಟಕ ಸಾರ್ವಜನಿಕ ಸಂಗ್ರಹಣೆಯಲ್ಲಿ ಪಾರದರ್ಶಕತೆ ಅಧಿನಿಯಮ 1999-2000 ನಿಯಮಗಳಂತೆ, ಕರ್ನಾಟಕ ಲೋಕೋಪಯೋಗಿ ಇಲಾಖೆಯಲ್ಲಿ ನೋಂದಾಯಿತ ಅರ್ಹ ಗುತ್ತಿಗೆದಾರರಿಂದ ಇ-ಪ್ರೊಕ್ಯೂರ್‌ಮೆಂಟ್ ಪೋರ್ಟಲ್ ಮೂಲಕ https://kppp.karnataka.gov.in ಟೆಂಡರ್ ಆಹ್ವಾನಿಸಲಾಗಿದೆ. ಕಾಮಗಾರಿ ಇಂಡೆಂಟ್ ಸಂಖ್ಯೆ Indent No: DMA/2025-26/BD/WORK_INDENT49410 ಅಂದಾಜು ಮೊತ್ತ (ರೂ.ಲಕ್ಷಗಳಲ್ಲಿ)203.00. ಟೆಂಡರ್ ಸಲ್ಲಿಸಲು ಕೊನೆಯ ದಿನಾಂಕ 14.10.2025 ಸಂಜೆ 5.00 ಗಂಟೆ, ತಾಂತ್ರಿಕ ಬಿಡ್ ತೆರೆಯುವ ದಿನಾಂಕ 16.10.2025 ಬೆಳಿಗ್ಗೆ 11.00 ಗಂಟೆ, ಆರ್ಥಿಕ ಬಿಡ್ ತೆರೆಯುವ ದಿನಾಂಕ 18.10.2025 ಬೆಳಿಗ್ಗೆ 11.00 ಗಂಟೆ.: [12, 1553, 308, 1680]
masthead-dateline: [0, 0, 270, 70]
ramanagara-resp: RESPONDENTS : The Tahasildar & others. NOTICE/SUMMONS TO THE RESPONDENT NO.5: [970, 662, 1110, 685]
notice-e-court: ಮಾನ್ಯ ಸೀನಿಯರ್ ಸಿವಿಲ್ ನ್ಯಾಯಾಧೀಶರು ಮತ್ತು ಜೆ.ಎಂ.ಎಫ್.ಸಿ. ನ್ಯಾಯಾಲಯ: [491, 1063, 619, 1078]
mulbagal-adv: Advocate for Plaintiff : N. Ramanareddy, Advocate, Thathipalya, Old SBM Road, Mulbagal town.: [1129, 1475, 1282, 1490]
holenarsipur-sig-1: ಸಹಿ/- ಅಧ್ಯಕ್ಷರು, ಪುರಸಭೆ, ಹೊಳೆನರಸೀಪುರ: [24, 1692, 94, 1712]
holenarsipur-email: email: tstaff_ulb_holenarsipur@yahoo.co.in: [50, 1511, 270, 1521]
ramanagara-body: 5.Sri. Narasimhegowda @ Narasimhaiah S/o late Narasimhaiah, aged about 45 years residing at Balenahalli village, Madihal Hobli, Magadi Taluk, Bangalore south district. Where the above named appellant have filed a appeal by challenging the mutation MR No.75/2014-15 in respect of the land bearing Sy No.31/2, new Sy No. 31 and fresh Sy No.31/1 situated at Balenahalli village, Madihal Hobli, Magadi Taluk, Bangalore south district against you and others. The summons/ notice issued through court as well as RPAD have been returned as un-served. The above matter has been posted to 06.10.2025. Take notice that you are hereby summons to appear before the Hon'ble Assistant Commissioner, Ramanagara Sub Division. If you fail to appear before the court the case will be decided exparte. Issued as per the orders of this Hon'ble court on this day 24th September 2025 with seal of this Hon'ble court.: [970, 688, 1115, 847]
notice-c-case: ಓ.ಎಸ್.ನಂ. 11/2025.: [526, 638, 584, 645]
kamatagi-more: ಹೆಚ್ಚಿನ ಮಾಹಿತಿಗಾಗಿ http://eproc.karnataka.gov.in ವೆಬ್‌ಸೈಟ್‌ನಲ್ಲಿ ನೋಡಬಹುದು.: [12, 937, 234, 945]
mulbagal-sig: Shirasthedar, Prl. Civil Judge and JMFC Court, Mulbagal.: [1136, 1459, 1290, 1474]
notice-kunigal-1: [800, 625, 960, 1045]
kamatagi-taluk: ತಾಲೂಕು: ಹುನಗುಂದ: [12, 792, 76, 802]
kunigal1-text: The petitioners filed the above petition under section 13(3) of the Death and Birth Act to obtain the death certificate of their mother Thibbaiah @ Motaiah s/o late Thibbegowda died on 02.10.1973 at Settigehalli Village, Kasaba Hobli, Kunigal Taluk. If any body have any objection or right may file their objection in this case. The case is posted to 6.11.2025 at 11.00 AM. If anybody are not file their objection the matter will be heard and decide the same in favour of the petitioners. Given under my seal and signed on the day of 29.09.2025.: [805, 728, 955, 823]
tender-kalaburagi: [5, 1195, 470, 1470]
bangarpet-title: IN THE COURT OF THE HON'BLE ADDITIONAL SENIOR CIVIL JUDGE AND JMFC, AT BANGARPET.: [976, 1483, 1106, 1506]
kamatagi-indent-table: [12, 911, 463, 934]
box-awareness-title: 100 ವರ್ಷದ ಜಾಗೃತಿ: [1031, 501, 1107, 512]
notice-g-case: ಓ.ಎಸ್.ನಂ. 258/2025: [850, 1063, 910, 1070]
notice-court-c: [475, 625, 635, 1055]
kunigal1-case: Crl.Misc.No. 235/2025.: [841, 646, 919, 653]
kamatagi-sig-1: ಎಸ್.ಎಲ್. ಹುಲ್ಲೂರ ಮುಖ್ಯಾಧಿಕಾರಿಗಳು ಪಟ್ಟಣ ಪಂಚಾಯತ ಕಮತಗಿ: [14, 1010, 155, 1030]
sidebar-ban-text: ಆರ್‌ಎಸ್‌ಎಸ್‌ ನೂರು ವರ್ಷಗಳಲ್ಲಿ ತನ್ನ ಸತ್ಕರ್ಮಗಳಿಂದಾಗಿ ಪ್ರಭಾವಿಯಾಗಿ ಬೆಳೆದಿದೆ. ಅದನ್ನು ಯಾರಿಂದಲೂ ನಿಷೇಧಿಸಲು ಸಾಧ್ಯವಿಲ್ಲ. ಸಂಘವನ್ನು ನಿಷೇಧಿಸುವ ಮಾತನಾಡುವವರು ಇತಿಹಾಸ ತಿಳಿಯಬೇಕು ಎಂದು ಬಿ.ಎಲ್.ಸಂತೋಷ್ ಹೇಳಿದರು.: [12, 234, 160, 309]
registration-dots-3: [800, 1990, 852, 2009]
sidlaghatta-plaintiffs: ...PLAINTIFFS.: [1248, 710, 1297, 717]
pandavapura-sig: By the Order of Court Sheristedar, Civil Judge & JMFC Court Pandavapura.: [657, 1264, 790, 1279]
mulbagal-body: Plaintiff : Smt. Girija. Defendants: 1. D 2) Sri.Deepak and Others. 3 D) 3) Smt.Suma D/o Late Shetty Ramaiah W/o Late Moniswamappa. Aged about 67 years, R/o Sujnanpura, Mulbagal Taluk. PAPER PUBLICATION. Whereas, the plaintiffs filed the above suit for the relief of partition and separate possession against the defendants in respect of the suit schedule properties in O.S.No.325/2022 on the file of Prl. Civil Judge and JMFC at Mulbagal, the court was issued the suit summons through court as well as RPAD to the defendant and the same has not been served. Therefore you are hereby required to appear in this court in person or by a pleader on 19.11.2025 at about 11.00 A.M. either in person or through your counsel to file objections. Given under my hand and seal this court on 30.09.2025.: [1129, 1147, 1297, 1342]
notice-b-case: ಎ.ಎಸ್.ನಂ. 178/2025.: [206, 640, 268, 647]
box-challenges: [740, 220, 970, 615]
kunigal2-text: The petitioners filed the above petition under section 13(3) of the Death and Birth Act to obtain the death certificate of their mother Thibbaiah @ Motaiah died on 08.02.1985 at Settigehalli Village, Kasaba Hobli, Kunigal Taluk. If any body have any objection or right may file their objection in this case. The case is posted to 6.11.2025 at 11.00 AM. If anybody are not file their objection the matter will be heard and decide the same in favour of the petitioners. Given under my seal and signed on the day of 29.09.2025.: [651, 1629, 791, 1724]
pandavapura-case: O.S. No. 209/2024.: [685, 1084, 750, 1091]
kalaburagi-sig: ಸಹಿ/- ಕಾರ್ಯನಿರ್ವಾಹಕ ಅಭಿಯಂತರರು, ಕಲಬುರಗಿ ಮಹಾನಗರ ಪಾಲಿಕೆ, ಕಲಬುರಗಿ.: [272, 1364, 463, 1372]
kalaburagi-emd: 9) ಟೆಂಡರ್ ಫಾರ್ಮ ಬೆಲೆ ರೂ. 10) ಇಎಂಡಿ ಮೊತ್ತ: As per e-portal EMD ಮೊತ್ತ ರೂ. 6,37,000.00, 11) ಹೆಚ್ಚಿನ ಮಾಹಿತಿಗಾಗಿ ಸಂಪರ್ಕಿಸಬೇಕಾದ ವಿಳಾಸ: www.kppp.karnataka.gov.in: [12, 1337, 463, 1359]
day: ಶುಕ್ರವಾರ: [40, 8, 81, 24]
sidlaghatta-sig: By Order of the Hon'ble Court Sheristedar, Hon'ble Senior Civil Judge, Sidlaghatta: [1141, 862, 1285, 877]
kunigal1-pub: PAPER PUBLICATION: [845, 720, 915, 727]
kunigal2-body: Petitioners: 1. Jayaramaiah S/o late Thibbaiah@ Motaiah a/a 65 years, 2.Devaraja s/o late Thibbaiah @ Motaiah a/a 60 years, 3.Gangamma d/o late Thibbaiah @ Motaiah a/a 70 years, 4.Chikkamma d/o late Thibbaiah @ Motaiah a/a 68 years, 5.Sarojamma d/o late Thibbaiah @ Motaiah a/a 63 years, 6.Gangamma w/o late Thibbegowda a/a 70 years, 7. Sudhshan s/o late Thibbegowda a/a 45 years, 8. Umaha d/o late Thibbegowda a/a 42 years, 9.Dhananjaya s/o late Thibbegowda a/a 40 years, All are r/o Settigehalli village, Kasaba Hobli, Kunigal Taluk. V/S Respondent : The Tahsildar, Kunigal Taluk.: [651, 1509, 791, 1620]
kamatagi-phone: ದೂರವಾಣಿ ಸಂ: 08351 287611: [335, 802, 463, 813]
notice-a-body: ಈ ಮೇಲ್ಕಂಡ ದಾವೆಯಲ್ಲಿ ವಾದಿಯು ದಾವೆಯನ್ನು ಹೂಡಿರುವುದರಿಂದ ಈ ಮೂಲಕ ಪ್ರತಿವಾದಿಯವರಿಗೆ ತಿಳಿಸುವುದೇನೆಂದರೆ ನಿಗದಿತ ದಿನಾಂಕದಂದು ಬೆಳಿಗ್ಗೆ 11.00 ಗಂಟೆಗೆ ಖುದ್ದಾಗಿ ಅಥವಾ ವಕೀಲರ ಮೂಲಕ ನ್ಯಾಯಾಲಯಕ್ಕೆ ಹಾಜರಾಗಿ ತಮ್ಮ ಹೇಳಿಕೆಯನ್ನು ಸಲ್ಲಿಸತಕ್ಕದ್ದು. ತಪ್ಪಿದಲ್ಲಿ ತಮ್ಮ ಗೈರುಹಾಜರಿಯಲ್ಲಿ ದಾವೆಯನ್ನು ಏಕಪಕ್ಷೀಯವಾಗಿ ತೀರ್ಮಾನಿಸಲಾಗುವುದು. ಈ ದಿನ ನನ್ನ ಸಹಿ ಮತ್ತು ನ್ಯಾಯಾಲಯದ ಮೊಹರಿನೊಂದಿಗೆ ನೀಡಲಾಗಿದೆ. ದಾವಾ ಸ್ವತ್ತಿನ ವಿವರ: ಜಮೀನಿನ ಸರ್ವೆ ನಂಬರ್ ವಿಸ್ತೀರ್ಣ ಎಕರೆ ಗುಂಟೆ ಚಕ್ಕುಬಂದಿ ಪೂರ್ವಕ್ಕೆ ಪಶ್ಚಿಮಕ್ಕೆ ಉತ್ತರಕ್ಕೆ ದಕ್ಷಿಣಕ್ಕೆ.: [10, 669, 150, 740]
lamp-icon: [975, 6, 1031, 62]
notice-e-case: ಓ.ಎಸ್.ನಂ. 489/2023.: [524, 1079, 586, 1086]
ad-phone-2: 9611755391: [328, 683, 462, 705]
kamatagi-indent-head: ಕಾಮಗಾರಿಯ ಇಂಡೆಂಟ್ ಸಂಖ್ಯೆ: [13, 912, 462, 923]
notice-court-g: [800, 1050, 960, 1470]
sidlaghatta-adv: Advocate for Plaintiffs M. VENKATARAVANAPPA, Advocate, No.534, 8th Main, 7th Cross, HAL 3rd Stage, Jeevanbhimanagar, BENGALURU-560075. M: 8792618252: [1129, 878, 1294, 909]
dot-yellow: [121, 1995, 131, 2005]
registration-dots-1: [95, 1990, 147, 2009]
